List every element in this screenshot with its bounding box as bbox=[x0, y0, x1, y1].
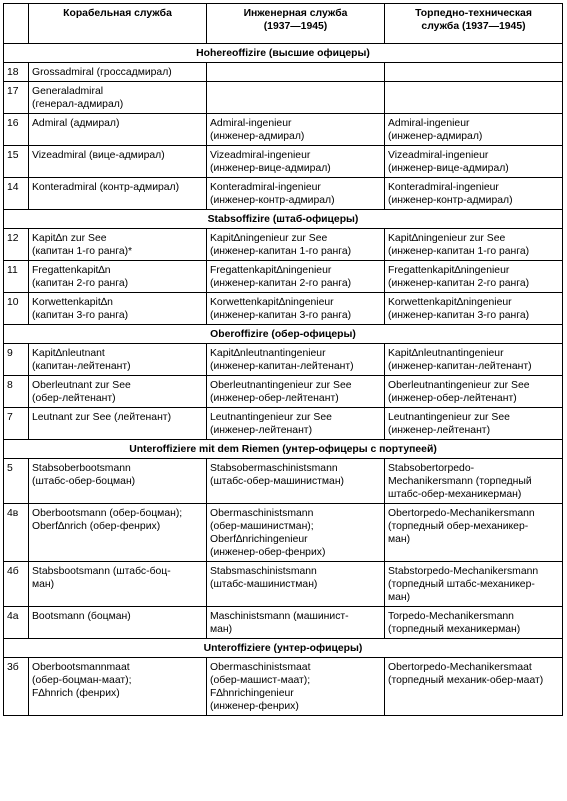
rank-text-line: Obertorpedo-Mechanikersmann bbox=[388, 508, 535, 519]
engineering-service-cell bbox=[207, 146, 385, 178]
ship-service-cell bbox=[29, 562, 207, 607]
grade-number: 8 bbox=[4, 376, 29, 408]
rank-text-line: (обер-боцман-маат); bbox=[32, 675, 132, 686]
rank-text-line: Vizeadmiral-ingenieur bbox=[388, 150, 489, 161]
rank-text-line: Kapit∆ningenieur zur See bbox=[210, 233, 328, 244]
rank-text-line: Obertorpedo-Mechanikersmaat bbox=[388, 662, 532, 673]
rank-text-line: Kapit∆ningenieur zur See bbox=[388, 233, 506, 244]
grade-number: 4б bbox=[4, 562, 29, 607]
rank-text-line: Stabsobermaschinistsmann bbox=[210, 463, 338, 474]
rank-text-line: (штабс-обер-машинистман) bbox=[210, 476, 345, 487]
rank-text-line: Fregattenkapit∆ningenieur bbox=[210, 265, 332, 276]
table-row bbox=[4, 82, 563, 114]
rank-text-line: ман) bbox=[388, 592, 411, 603]
ship-service-cell bbox=[29, 146, 207, 178]
column-header-ship-service: Корабельная служба bbox=[29, 4, 207, 44]
section-heading: Stabsoffizire (штаб-офицеры) bbox=[4, 210, 563, 229]
rank-text-line: (инженер-лейтенант) bbox=[388, 425, 491, 436]
rank-text-line: Stabsbootsmann (штабс-боц- bbox=[32, 566, 171, 577]
rank-text-line: (инженер-капитан-лейтенант) bbox=[210, 361, 354, 372]
section-row bbox=[4, 44, 563, 63]
rank-text-line: (инженер-капитан-лейтенант) bbox=[388, 361, 532, 372]
rank-text-line: Fregattenkapit∆ningenieur bbox=[388, 265, 510, 276]
table-row bbox=[4, 114, 563, 146]
ship-service-cell bbox=[29, 344, 207, 376]
ship-service-cell bbox=[29, 658, 207, 716]
rank-text-line: Kapit∆n zur See bbox=[32, 233, 107, 244]
table-row bbox=[4, 562, 563, 607]
rank-text-line: ман) bbox=[210, 624, 233, 635]
ship-service-cell bbox=[29, 293, 207, 325]
rank-text-line: (инженер-капитан 2-го ранга) bbox=[388, 278, 530, 289]
rank-text-line: ман) bbox=[32, 579, 55, 590]
rank-text-line: (капитан 2-го ранга) bbox=[32, 278, 129, 289]
rank-text-line: Oberleutnantingenieur zur See bbox=[210, 380, 352, 391]
rank-text-line: Oberleutnantingenieur zur See bbox=[388, 380, 530, 391]
rank-text-line: Kapit∆nleutnantingenieur bbox=[388, 348, 504, 359]
rank-text-line: Konteradmiral-ingenieur bbox=[388, 182, 499, 193]
rank-text-line: ман) bbox=[388, 534, 411, 545]
rank-text-line: (инженер-обер-лейтенант) bbox=[210, 393, 339, 404]
rank-text-line: (торпедный механикерман) bbox=[388, 624, 521, 635]
rank-text-line: (инженер-лейтенант) bbox=[210, 425, 313, 436]
table-row bbox=[4, 408, 563, 440]
engineering-service-cell bbox=[207, 408, 385, 440]
table-row bbox=[4, 344, 563, 376]
torpedo-service-cell bbox=[385, 178, 563, 210]
rank-text-line: Admiral (адмирал) bbox=[32, 118, 120, 129]
ship-service-cell bbox=[29, 82, 207, 114]
rank-text-line: (инженер-адмирал) bbox=[210, 131, 305, 142]
rank-text-line: Vizeadmiral-ingenieur bbox=[210, 150, 311, 161]
rank-text-line: Korwettenkapit∆n bbox=[32, 297, 113, 308]
torpedo-service-cell bbox=[385, 376, 563, 408]
rank-text-line: (инженер-вице-адмирал) bbox=[388, 163, 509, 174]
column-header-grade bbox=[4, 4, 29, 44]
torpedo-service-cell bbox=[385, 146, 563, 178]
rank-text-line: F∆hnrich (фенрих) bbox=[32, 688, 120, 699]
rank-text-line: (генерал-адмирал) bbox=[32, 99, 124, 110]
torpedo-service-cell bbox=[385, 344, 563, 376]
rank-text-line: Fregattenkapit∆n bbox=[32, 265, 111, 276]
rank-text-line: Stabsobertorpedo- bbox=[388, 463, 475, 474]
torpedo-service-cell bbox=[385, 114, 563, 146]
grade-number: 5 bbox=[4, 459, 29, 504]
engineering-service-cell bbox=[207, 459, 385, 504]
table-row bbox=[4, 376, 563, 408]
rank-text-line: штабс-обер-механикерман) bbox=[388, 489, 522, 500]
rank-text-line: Leutnantingenieur zur See bbox=[388, 412, 510, 423]
rank-text-line: Obermaschinistsmann bbox=[210, 508, 314, 519]
rank-text-line: Obermaschinistsmaat bbox=[210, 662, 311, 673]
torpedo-service-cell bbox=[385, 408, 563, 440]
grade-number: 3б bbox=[4, 658, 29, 716]
rank-text-line: (капитан 1-го ранга)* bbox=[32, 246, 133, 257]
column-header-engineering-service: Инженерная служба (1937—1945) bbox=[207, 4, 385, 44]
rank-text-line: (инженер-капитан 3-го ранга) bbox=[210, 310, 352, 321]
engineering-service-cell bbox=[207, 607, 385, 639]
table-row bbox=[4, 504, 563, 562]
rank-text-line: Leutnant zur See (лейтенант) bbox=[32, 412, 172, 423]
table-row bbox=[4, 229, 563, 261]
rank-text-line: Stabstorpedo-Mechanikersmann bbox=[388, 566, 539, 577]
section-heading: Oberoffizire (обер-офицеры) bbox=[4, 325, 563, 344]
rank-text-line: (штабс-машинистман) bbox=[210, 579, 318, 590]
ship-service-cell bbox=[29, 261, 207, 293]
ship-service-cell bbox=[29, 607, 207, 639]
section-row bbox=[4, 210, 563, 229]
rank-text-line: (торпедный штабс-механикер- bbox=[388, 579, 535, 590]
ship-service-cell bbox=[29, 504, 207, 562]
engineering-service-cell bbox=[207, 344, 385, 376]
rank-text-line: Korwettenkapit∆ningenieur bbox=[210, 297, 334, 308]
ship-service-cell bbox=[29, 376, 207, 408]
table-row bbox=[4, 146, 563, 178]
rank-text-line: Oberbootsmann (обер-боцман); bbox=[32, 508, 183, 519]
grade-number: 12 bbox=[4, 229, 29, 261]
rank-text-line: (инженер-капитан 2-го ранга) bbox=[210, 278, 352, 289]
rank-text-line: (обер-лейтенант) bbox=[32, 393, 116, 404]
rank-text-line: Admiral-ingenieur bbox=[210, 118, 292, 129]
rank-text-line: (капитан 3-го ранга) bbox=[32, 310, 129, 321]
grade-number: 4в bbox=[4, 504, 29, 562]
ship-service-cell bbox=[29, 229, 207, 261]
ship-service-cell bbox=[29, 408, 207, 440]
grade-number: 10 bbox=[4, 293, 29, 325]
ship-service-cell bbox=[29, 459, 207, 504]
rank-text-line: (обер-машинистман); bbox=[210, 521, 314, 532]
engineering-service-cell bbox=[207, 114, 385, 146]
rank-text-line: Maschinistsmann (машинист- bbox=[210, 611, 349, 622]
table-row bbox=[4, 459, 563, 504]
rank-text-line: Konteradmiral (контр-адмирал) bbox=[32, 182, 180, 193]
rank-text-line: Stabsmaschinistsmann bbox=[210, 566, 317, 577]
grade-number: 15 bbox=[4, 146, 29, 178]
rank-text-line: (инженер-капитан 3-го ранга) bbox=[388, 310, 530, 321]
engineering-service-cell bbox=[207, 504, 385, 562]
column-header-torpedo-service: Торпедно-техническая служба (1937—1945) bbox=[385, 4, 563, 44]
section-heading: Hohereoffizire (высшие офицеры) bbox=[4, 44, 563, 63]
table-row bbox=[4, 63, 563, 82]
engineering-service-cell bbox=[207, 293, 385, 325]
section-heading: Unteroffiziere (унтер-офицеры) bbox=[4, 639, 563, 658]
engineering-service-cell bbox=[207, 63, 385, 82]
engineering-service-cell bbox=[207, 261, 385, 293]
table-row bbox=[4, 658, 563, 716]
table-row bbox=[4, 607, 563, 639]
engineering-service-cell bbox=[207, 658, 385, 716]
grade-number: 14 bbox=[4, 178, 29, 210]
torpedo-service-cell bbox=[385, 293, 563, 325]
rank-text-line: Mechanikersmann (торпедный bbox=[388, 476, 532, 487]
rank-text-line: Grossadmiral (гроссадмирал) bbox=[32, 67, 172, 78]
rank-text-line: Bootsmann (боцман) bbox=[32, 611, 131, 622]
grade-number: 7 bbox=[4, 408, 29, 440]
rank-text-line: Korwettenkapit∆ningenieur bbox=[388, 297, 512, 308]
grade-number: 16 bbox=[4, 114, 29, 146]
ship-service-cell bbox=[29, 178, 207, 210]
header-row bbox=[4, 4, 563, 44]
engineering-service-cell bbox=[207, 562, 385, 607]
grade-number: 18 bbox=[4, 63, 29, 82]
torpedo-service-cell bbox=[385, 261, 563, 293]
rank-text-line: Kapit∆nleutnantingenieur bbox=[210, 348, 326, 359]
rank-text-line: Stabsoberbootsmann bbox=[32, 463, 131, 474]
section-heading: Unteroffiziere mit dem Riemen (унтер-офицеры с портупеей) bbox=[4, 440, 563, 459]
engineering-service-cell bbox=[207, 376, 385, 408]
torpedo-service-cell bbox=[385, 63, 563, 82]
rank-text-line: (инженер-обер-лейтенант) bbox=[388, 393, 517, 404]
grade-number: 17 bbox=[4, 82, 29, 114]
grade-number: 4а bbox=[4, 607, 29, 639]
grade-number: 9 bbox=[4, 344, 29, 376]
rank-text-line: (инженер-адмирал) bbox=[388, 131, 483, 142]
ship-service-cell bbox=[29, 114, 207, 146]
rank-text-line: Oberleutnant zur See bbox=[32, 380, 131, 391]
section-row bbox=[4, 639, 563, 658]
rank-text-line: (инженер-капитан 1-го ранга) bbox=[210, 246, 352, 257]
rank-text-line: Torpedo-Mechanikersmann bbox=[388, 611, 514, 622]
rank-text-line: (инженер-контр-адмирал) bbox=[388, 195, 513, 206]
rank-text-line: (инженер-вице-адмирал) bbox=[210, 163, 331, 174]
rank-text-line: (капитан-лейтенант) bbox=[32, 361, 131, 372]
section-row bbox=[4, 440, 563, 459]
torpedo-service-cell bbox=[385, 658, 563, 716]
torpedo-service-cell bbox=[385, 229, 563, 261]
rank-text-line: Oberbootsmannmaat bbox=[32, 662, 130, 673]
section-row bbox=[4, 325, 563, 344]
engineering-service-cell bbox=[207, 178, 385, 210]
grade-number: 11 bbox=[4, 261, 29, 293]
table-row bbox=[4, 293, 563, 325]
rank-text-line: (штабс-обер-боцман) bbox=[32, 476, 136, 487]
torpedo-service-cell bbox=[385, 504, 563, 562]
rank-text-line: (инженер-обер-фенрих) bbox=[210, 547, 326, 558]
rank-text-line: Vizeadmiral (вице-адмирал) bbox=[32, 150, 165, 161]
naval-ranks-table bbox=[3, 3, 563, 716]
table-row bbox=[4, 178, 563, 210]
rank-text-line: (инженер-капитан 1-го ранга) bbox=[388, 246, 530, 257]
rank-text-line: (инженер-контр-адмирал) bbox=[210, 195, 335, 206]
torpedo-service-cell bbox=[385, 562, 563, 607]
torpedo-service-cell bbox=[385, 459, 563, 504]
rank-text-line: Admiral-ingenieur bbox=[388, 118, 470, 129]
rank-text-line: F∆hnrichingenieur bbox=[210, 688, 294, 699]
rank-text-line: Konteradmiral-ingenieur bbox=[210, 182, 321, 193]
torpedo-service-cell bbox=[385, 607, 563, 639]
ship-service-cell bbox=[29, 63, 207, 82]
engineering-service-cell bbox=[207, 229, 385, 261]
rank-text-line: (торпедный обер-механикер- bbox=[388, 521, 529, 532]
rank-text-line: (инженер-фенрих) bbox=[210, 701, 299, 712]
rank-text-line: Oberf∆nrichingenieur bbox=[210, 534, 308, 545]
rank-text-line: Oberf∆nrich (обер-фенрих) bbox=[32, 521, 161, 532]
rank-text-line: (обер-машист-маат); bbox=[210, 675, 311, 686]
table-row bbox=[4, 261, 563, 293]
rank-text-line: Leutnantingenieur zur See bbox=[210, 412, 332, 423]
torpedo-service-cell bbox=[385, 82, 563, 114]
table-body bbox=[4, 44, 563, 716]
rank-text-line: Kapit∆nleutnant bbox=[32, 348, 105, 359]
rank-text-line: (торпедный механик-обер-маат) bbox=[388, 675, 544, 686]
rank-text-line: Generaladmiral bbox=[32, 86, 104, 97]
engineering-service-cell bbox=[207, 82, 385, 114]
